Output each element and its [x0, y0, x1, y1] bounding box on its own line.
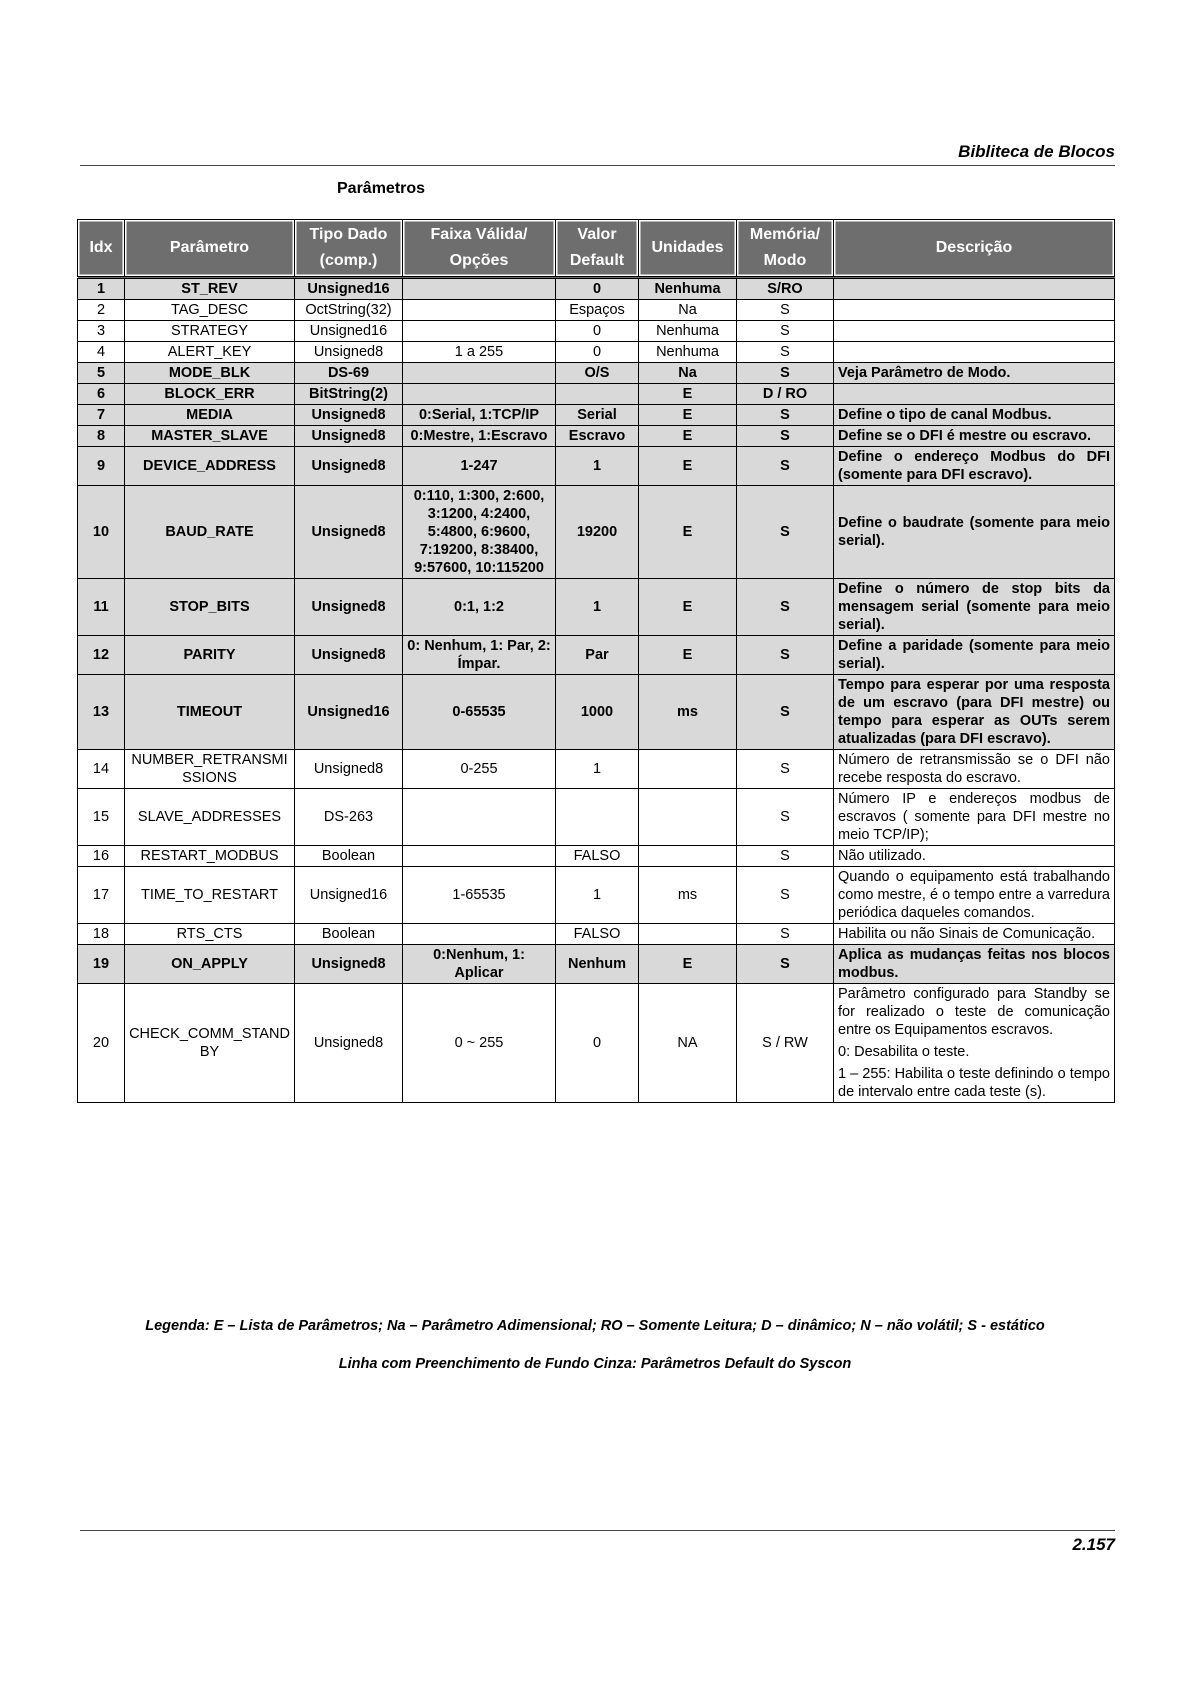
column-header-descricao: Descrição: [834, 220, 1115, 278]
cell-idx: 20: [78, 984, 125, 1103]
cell-memoria-modo: S: [737, 579, 834, 636]
column-header-faixa-valida: Faixa Válida/ Opções: [403, 220, 556, 278]
cell-idx: 6: [78, 384, 125, 405]
cell-parametro: CHECK_COMM_STANDBY: [125, 984, 295, 1103]
cell-tipo-dado: Unsigned16: [295, 321, 403, 342]
cell-tipo-dado: Unsigned8: [295, 750, 403, 789]
cell-parametro: RESTART_MODBUS: [125, 846, 295, 867]
cell-parametro: TAG_DESC: [125, 300, 295, 321]
legend-note: Linha com Preenchimento de Fundo Cinza: Parâmetros Default do Syscon: [338, 1356, 852, 1372]
description-paragraph: Quando o equipamento está trabalhando como mestre, é o tempo entre a varredura periódica daqueles comandos.: [838, 869, 1110, 921]
cell-unidades: Na: [639, 300, 737, 321]
cell-memoria-modo: S: [737, 846, 834, 867]
cell-tipo-dado: Unsigned16: [295, 867, 403, 924]
cell-idx: 13: [78, 675, 125, 750]
cell-descricao: [834, 579, 1115, 636]
cell-parametro: NUMBER_RETRANSMISSIONS: [125, 750, 295, 789]
cell-faixa-valida: 0:1, 1:2: [403, 579, 556, 636]
description-paragraph: Não utilizado.: [838, 848, 926, 864]
cell-parametro: ON_APPLY: [125, 945, 295, 984]
cell-parametro: BLOCK_ERR: [125, 384, 295, 405]
table-row: [78, 300, 1115, 321]
cell-valor-default: 1000: [556, 675, 639, 750]
cell-tipo-dado: Unsigned8: [295, 579, 403, 636]
cell-memoria-modo: S: [737, 342, 834, 363]
cell-faixa-valida: 0:Mestre, 1:Escravo: [403, 426, 556, 447]
cell-descricao: [834, 636, 1115, 675]
cell-descricao: [834, 675, 1115, 750]
legend-text: Legenda: E – Lista de Parâmetros; Na – Parâmetro Adimensional; RO – Somente Leitura; D – dinâmico; N – não volátil; S - estático: [145, 1318, 1045, 1334]
cell-idx: 16: [78, 846, 125, 867]
cell-idx: 15: [78, 789, 125, 846]
cell-parametro: SLAVE_ADDRESSES: [125, 789, 295, 846]
cell-valor-default: 1: [556, 750, 639, 789]
table-row: [78, 636, 1115, 675]
cell-faixa-valida: 0-255: [403, 750, 556, 789]
column-header-parametro: Parâmetro: [125, 220, 295, 278]
cell-memoria-modo: S: [737, 924, 834, 945]
cell-valor-default: 0: [556, 984, 639, 1103]
cell-memoria-modo: S: [737, 675, 834, 750]
column-header-idx: Idx: [78, 220, 125, 278]
description-paragraph: Define o baudrate (somente para meio serial).: [838, 515, 1110, 549]
cell-unidades: ms: [639, 867, 737, 924]
footer-divider: [80, 1530, 1115, 1531]
cell-valor-default: 1: [556, 447, 639, 486]
table-row: [78, 486, 1115, 579]
cell-idx: 5: [78, 363, 125, 384]
cell-memoria-modo: S: [737, 426, 834, 447]
cell-unidades: Nenhuma: [639, 321, 737, 342]
table-row: [78, 675, 1115, 750]
cell-descricao: [834, 447, 1115, 486]
cell-memoria-modo: S: [737, 405, 834, 426]
cell-valor-default: Nenhum: [556, 945, 639, 984]
cell-faixa-valida: 1-247: [403, 447, 556, 486]
cell-tipo-dado: Boolean: [295, 924, 403, 945]
cell-parametro: STOP_BITS: [125, 579, 295, 636]
cell-unidades: E: [639, 636, 737, 675]
cell-tipo-dado: Unsigned8: [295, 984, 403, 1103]
table-row: [78, 342, 1115, 363]
table-body: [78, 278, 1115, 1103]
cell-parametro: MASTER_SLAVE: [125, 426, 295, 447]
cell-unidades: E: [639, 579, 737, 636]
cell-valor-default: [556, 789, 639, 846]
description-paragraph: Define o endereço Modbus do DFI (somente para DFI escravo).: [838, 449, 1110, 483]
cell-idx: 10: [78, 486, 125, 579]
table-row: [78, 363, 1115, 384]
cell-tipo-dado: Boolean: [295, 846, 403, 867]
cell-descricao: [834, 867, 1115, 924]
parameters-table: [77, 219, 1115, 1103]
cell-memoria-modo: S: [737, 486, 834, 579]
header-title: Bibliteca de Blocos: [958, 142, 1115, 161]
cell-descricao: [834, 342, 1115, 363]
description-paragraph: Veja Parâmetro de Modo.: [838, 365, 1011, 381]
cell-faixa-valida: 0:110, 1:300, 2:600, 3:1200, 4:2400, 5:4800, 6:9600, 7:19200, 8:38400, 9:57600, 10:115200: [403, 486, 556, 579]
cell-idx: 18: [78, 924, 125, 945]
cell-parametro: DEVICE_ADDRESS: [125, 447, 295, 486]
cell-unidades: [639, 750, 737, 789]
cell-tipo-dado: Unsigned8: [295, 486, 403, 579]
cell-unidades: Na: [639, 363, 737, 384]
cell-unidades: ms: [639, 675, 737, 750]
cell-faixa-valida: [403, 300, 556, 321]
cell-valor-default: FALSO: [556, 846, 639, 867]
cell-valor-default: 1: [556, 579, 639, 636]
table-row: [78, 945, 1115, 984]
cell-descricao: [834, 426, 1115, 447]
cell-tipo-dado: Unsigned8: [295, 447, 403, 486]
cell-parametro: STRATEGY: [125, 321, 295, 342]
table-row: [78, 384, 1115, 405]
table-row: [78, 924, 1115, 945]
cell-tipo-dado: Unsigned16: [295, 675, 403, 750]
cell-parametro: MODE_BLK: [125, 363, 295, 384]
cell-memoria-modo: D / RO: [737, 384, 834, 405]
table-row: [78, 789, 1115, 846]
table-row: [78, 846, 1115, 867]
cell-parametro: TIMEOUT: [125, 675, 295, 750]
section-title: Parâmetros: [337, 180, 426, 197]
table-row: [78, 405, 1115, 426]
cell-valor-default: [556, 384, 639, 405]
cell-faixa-valida: 0 ~ 255: [403, 984, 556, 1103]
cell-memoria-modo: S: [737, 945, 834, 984]
cell-valor-default: 0: [556, 342, 639, 363]
cell-memoria-modo: S: [737, 636, 834, 675]
cell-unidades: [639, 924, 737, 945]
cell-parametro: MEDIA: [125, 405, 295, 426]
cell-descricao: [834, 486, 1115, 579]
description-paragraph: Tempo para esperar por uma resposta de um escravo (para DFI mestre) ou tempo para esperar as OUTs serem atualizadas (para DFI escravo).: [838, 677, 1110, 747]
cell-faixa-valida: [403, 789, 556, 846]
cell-faixa-valida: [403, 384, 556, 405]
cell-faixa-valida: [403, 846, 556, 867]
cell-tipo-dado: Unsigned8: [295, 426, 403, 447]
cell-faixa-valida: 0-65535: [403, 675, 556, 750]
column-header-unidades: Unidades: [639, 220, 737, 278]
cell-faixa-valida: [403, 924, 556, 945]
cell-unidades: [639, 846, 737, 867]
cell-unidades: E: [639, 486, 737, 579]
description-paragraph: 0: Desabilita o teste.: [838, 1044, 970, 1060]
cell-tipo-dado: Unsigned8: [295, 342, 403, 363]
cell-valor-default: 0: [556, 278, 639, 300]
cell-unidades: NA: [639, 984, 737, 1103]
table-row: [78, 579, 1115, 636]
column-header-tipo-dado: Tipo Dado (comp.): [295, 220, 403, 278]
cell-memoria-modo: S: [737, 789, 834, 846]
cell-descricao: [834, 300, 1115, 321]
cell-idx: 4: [78, 342, 125, 363]
cell-idx: 14: [78, 750, 125, 789]
cell-valor-default: Escravo: [556, 426, 639, 447]
table-row: [78, 321, 1115, 342]
cell-idx: 17: [78, 867, 125, 924]
cell-parametro: PARITY: [125, 636, 295, 675]
description-paragraph: Aplica as mudanças feitas nos blocos modbus.: [838, 947, 1110, 981]
cell-descricao: [834, 945, 1115, 984]
description-paragraph: 1 – 255: Habilita o teste definindo o tempo de intervalo entre cada teste (s).: [838, 1066, 1110, 1100]
description-paragraph: Define o tipo de canal Modbus.: [838, 407, 1052, 423]
cell-parametro: TIME_TO_RESTART: [125, 867, 295, 924]
cell-memoria-modo: S: [737, 321, 834, 342]
cell-descricao: [834, 363, 1115, 384]
cell-tipo-dado: Unsigned8: [295, 945, 403, 984]
cell-faixa-valida: [403, 321, 556, 342]
cell-memoria-modo: S: [737, 300, 834, 321]
table-row: [78, 867, 1115, 924]
header-divider: [80, 165, 1115, 166]
cell-faixa-valida: 0: Nenhum, 1: Par, 2: Ímpar.: [403, 636, 556, 675]
cell-memoria-modo: S: [737, 867, 834, 924]
cell-descricao: [834, 321, 1115, 342]
cell-idx: 19: [78, 945, 125, 984]
cell-faixa-valida: 0:Serial, 1:TCP/IP: [403, 405, 556, 426]
cell-tipo-dado: BitString(2): [295, 384, 403, 405]
cell-descricao: [834, 405, 1115, 426]
cell-faixa-valida: [403, 278, 556, 300]
cell-unidades: E: [639, 447, 737, 486]
cell-unidades: E: [639, 384, 737, 405]
cell-descricao: [834, 846, 1115, 867]
description-paragraph: Define se o DFI é mestre ou escravo.: [838, 428, 1092, 444]
description-paragraph: Número IP e endereços modbus de escravos ( somente para DFI mestre no meio TCP/IP);: [838, 791, 1110, 843]
cell-descricao: [834, 789, 1115, 846]
cell-parametro: ALERT_KEY: [125, 342, 295, 363]
cell-faixa-valida: 1 a 255: [403, 342, 556, 363]
cell-unidades: E: [639, 426, 737, 447]
table-row: [78, 278, 1115, 300]
cell-descricao: [834, 924, 1115, 945]
cell-idx: 3: [78, 321, 125, 342]
cell-tipo-dado: Unsigned16: [295, 278, 403, 300]
description-paragraph: Define o número de stop bits da mensagem serial (somente para meio serial).: [838, 581, 1110, 633]
table-row: [78, 984, 1115, 1103]
description-paragraph: Número de retransmissão se o DFI não recebe resposta do escravo.: [838, 752, 1110, 786]
cell-descricao: [834, 984, 1115, 1103]
cell-tipo-dado: Unsigned8: [295, 405, 403, 426]
cell-valor-default: Serial: [556, 405, 639, 426]
cell-memoria-modo: S / RW: [737, 984, 834, 1103]
cell-parametro: ST_REV: [125, 278, 295, 300]
cell-valor-default: 1: [556, 867, 639, 924]
cell-faixa-valida: 1-65535: [403, 867, 556, 924]
description-paragraph: Define a paridade (somente para meio serial).: [838, 638, 1110, 672]
cell-idx: 8: [78, 426, 125, 447]
description-paragraph: Parâmetro configurado para Standby se for realizado o teste de comunicação entre os Equipamentos escravos.: [838, 986, 1110, 1038]
cell-valor-default: 0: [556, 321, 639, 342]
cell-descricao: [834, 384, 1115, 405]
cell-faixa-valida: 0:Nenhum, 1: Aplicar: [403, 945, 556, 984]
cell-unidades: Nenhuma: [639, 342, 737, 363]
cell-valor-default: 19200: [556, 486, 639, 579]
cell-valor-default: Espaços: [556, 300, 639, 321]
cell-valor-default: Par: [556, 636, 639, 675]
cell-memoria-modo: S: [737, 447, 834, 486]
description-paragraph: Habilita ou não Sinais de Comunicação.: [838, 926, 1096, 942]
cell-unidades: Nenhuma: [639, 278, 737, 300]
cell-tipo-dado: DS-69: [295, 363, 403, 384]
cell-idx: 7: [78, 405, 125, 426]
cell-unidades: E: [639, 405, 737, 426]
page-number: 2.157: [1072, 1535, 1115, 1554]
cell-tipo-dado: Unsigned8: [295, 636, 403, 675]
column-header-memoria-modo: Memória/ Modo: [737, 220, 834, 278]
cell-memoria-modo: S: [737, 750, 834, 789]
cell-valor-default: O/S: [556, 363, 639, 384]
table-row: [78, 750, 1115, 789]
table-row: [78, 426, 1115, 447]
cell-memoria-modo: S/RO: [737, 278, 834, 300]
cell-idx: 11: [78, 579, 125, 636]
column-header-valor-default: Valor Default: [556, 220, 639, 278]
cell-faixa-valida: [403, 363, 556, 384]
cell-parametro: BAUD_RATE: [125, 486, 295, 579]
cell-idx: 9: [78, 447, 125, 486]
table-row: [78, 447, 1115, 486]
cell-descricao: [834, 750, 1115, 789]
cell-unidades: E: [639, 945, 737, 984]
cell-memoria-modo: S: [737, 363, 834, 384]
cell-idx: 2: [78, 300, 125, 321]
cell-unidades: [639, 789, 737, 846]
cell-idx: 12: [78, 636, 125, 675]
cell-descricao: [834, 278, 1115, 300]
cell-tipo-dado: OctString(32): [295, 300, 403, 321]
table-header-row: [78, 220, 1115, 278]
cell-parametro: RTS_CTS: [125, 924, 295, 945]
cell-idx: 1: [78, 278, 125, 300]
cell-valor-default: FALSO: [556, 924, 639, 945]
cell-tipo-dado: DS-263: [295, 789, 403, 846]
